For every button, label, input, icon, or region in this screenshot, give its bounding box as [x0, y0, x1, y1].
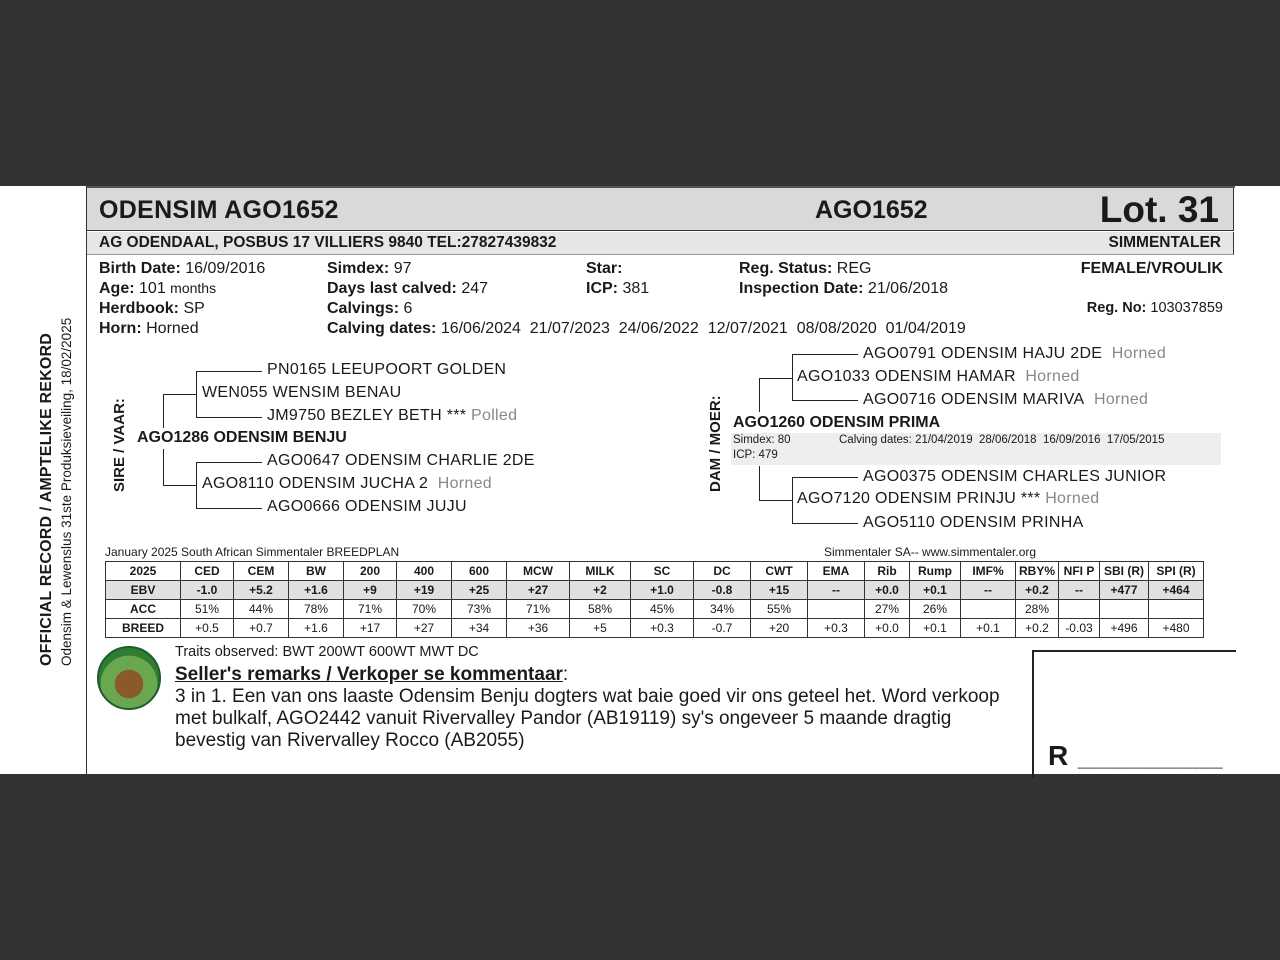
breedplan-cell: --	[1059, 581, 1100, 600]
breedplan-cell: +1.6	[289, 581, 344, 600]
remarks-line-1: 3 in 1. Een van ons laaste Odensim Benju dogters wat baie goed vir ons geteel het. Word verkoop	[175, 686, 1000, 707]
dam-icp: ICP: 479	[733, 449, 778, 461]
breedplan-cell: +19	[397, 581, 452, 600]
breedplan-cell	[961, 600, 1016, 619]
sire-dam-sire-name: AGO0647 ODENSIM CHARLIE 2DE	[267, 452, 535, 469]
horn-value: Horned	[146, 320, 199, 337]
breedplan-header-cell: SC	[631, 562, 694, 581]
sire-dam-horn: Horned	[437, 475, 493, 492]
breedplan-row-label: EBV	[106, 581, 181, 600]
breedplan-cell: +0.5	[181, 619, 234, 638]
owner-details: AG ODENDAAL, POSBUS 17 VILLIERS 9840 TEL:27827439832	[99, 234, 557, 251]
calving-dates-row: Calving dates: 16/06/2024 21/07/2023 24/06/2022 12/07/2021 08/08/2020 01/04/2019	[327, 320, 966, 337]
breedplan-cell: 58%	[570, 600, 631, 619]
breedplan-cell: 55%	[751, 600, 808, 619]
dam-name: AGO1260 ODENSIM PRIMA	[733, 414, 941, 431]
breedplan-cell: +0.0	[865, 581, 910, 600]
breedplan-cell: -0.7	[694, 619, 751, 638]
icp-row: ICP: 381	[586, 280, 650, 297]
lot-card-page	[0, 186, 1280, 774]
sire-sire-name: WEN055 WENSIM BENAU	[202, 384, 402, 401]
breedplan-header-cell: NFI P	[1059, 562, 1100, 581]
breedplan-header-cell: CEM	[234, 562, 289, 581]
breedplan-row-ebv	[106, 581, 1204, 600]
sire-sire-dam-name: JM9750 BEZLEY BETH ***	[267, 407, 467, 424]
sire-bracket-top	[163, 394, 197, 395]
icp-value: 381	[622, 280, 650, 297]
herdbook-row: Herdbook: SP	[99, 300, 205, 317]
breedplan-header-cell: 2025	[106, 562, 181, 581]
breedplan-caption: January 2025 South African Simmentaler BREEDPLAN	[105, 545, 400, 559]
inspection-date-row: Inspection Date: 21/06/2018	[739, 280, 948, 297]
simmentaler-logo	[97, 646, 161, 710]
breedplan-cell: +0.1	[961, 619, 1016, 638]
calvings-row: Calvings: 6	[327, 300, 413, 317]
breedplan-cell: -0.8	[694, 581, 751, 600]
breedplan-cell: +0.3	[808, 619, 865, 638]
dam-bracket-upper	[759, 378, 760, 412]
breedplan-header-row	[106, 562, 1204, 581]
breedplan-cell: +477	[1100, 581, 1149, 600]
birth-date: 16/09/2016	[185, 260, 266, 277]
breedplan-cell: -0.03	[1059, 619, 1100, 638]
breedplan-header-cell: 400	[397, 562, 452, 581]
breedplan-cell: +0.1	[910, 619, 961, 638]
sire-sire-dam-row	[267, 407, 517, 425]
breedplan-row-label: BREED	[106, 619, 181, 638]
age-row: Age: 101 months	[99, 280, 217, 297]
animal-code: AGO1652	[815, 196, 928, 224]
simdex-value: 97	[393, 260, 412, 277]
dam-sire-sire-name: AGO0791 ODENSIM HAJU 2DE	[863, 345, 1103, 362]
dam-sire-sire-row	[863, 345, 1166, 363]
breedplan-cell: --	[808, 581, 865, 600]
price-box[interactable]	[1032, 650, 1236, 778]
breedplan-cell: +480	[1149, 619, 1204, 638]
breedplan-cell: +0.2	[1016, 581, 1059, 600]
dam-sire-dam-horn: Horned	[1093, 391, 1149, 408]
dam-sire-bracket	[792, 354, 793, 400]
breedplan-cell: +1.6	[289, 619, 344, 638]
remarks-title-row: Seller's remarks / Verkoper se kommentaar:	[175, 664, 569, 685]
breedplan-cell: +496	[1100, 619, 1149, 638]
dam-info-box	[731, 433, 1221, 465]
dam-bracket-lower	[759, 466, 760, 500]
sire-bracket-upper	[163, 394, 164, 428]
breedplan-header-cell: EMA	[808, 562, 865, 581]
sire-name: AGO1286 ODENSIM BENJU	[137, 429, 347, 446]
star-row: Star:	[586, 260, 623, 277]
dam-sire-horn: Horned	[1025, 368, 1080, 385]
breedplan-cell: +0.1	[910, 581, 961, 600]
breedplan-cell: +0.3	[631, 619, 694, 638]
breedplan-cell	[1100, 600, 1149, 619]
owner-bar	[87, 232, 1234, 255]
reg-status-value: REG	[836, 260, 872, 277]
breedplan-cell: 27%	[865, 600, 910, 619]
breedplan-cell: +9	[344, 581, 397, 600]
breedplan-header-cell: SPI (R)	[1149, 562, 1204, 581]
breedplan-cell: 44%	[234, 600, 289, 619]
calving-dates-value: 16/06/2024 21/07/2023 24/06/2022 12/07/2021 08/08/2020 01/04/2019	[440, 320, 966, 337]
inspection-date-value: 21/06/2018	[867, 280, 948, 297]
days-last-calved-value: 247	[461, 280, 489, 297]
days-last-calved-row: Days last calved: 247	[327, 280, 489, 297]
breedplan-cell: +20	[751, 619, 808, 638]
breedplan-header-cell: CWT	[751, 562, 808, 581]
sire-sire-dam-horn: Polled	[471, 407, 518, 424]
breedplan-cell	[808, 600, 865, 619]
breedplan-header-cell: 600	[452, 562, 507, 581]
breedplan-header-cell: CED	[181, 562, 234, 581]
breedplan-cell	[1059, 600, 1100, 619]
breedplan-cell: +464	[1149, 581, 1204, 600]
reg-status-row: Reg. Status: REG	[739, 260, 872, 277]
card-header	[87, 188, 1234, 231]
dam-sire-dam-row	[863, 391, 1148, 409]
sire-label: SIRE / VAAR:	[111, 398, 128, 492]
breedplan-cell: +27	[397, 619, 452, 638]
breedplan-cell: +0.2	[1016, 619, 1059, 638]
sire-dam-bracket	[196, 462, 197, 508]
breedplan-cell: +1.0	[631, 581, 694, 600]
breedplan-cell: 26%	[910, 600, 961, 619]
breedplan-cell: +5.2	[234, 581, 289, 600]
dam-sire-name: AGO1033 ODENSIM HAMAR	[797, 368, 1016, 385]
breedplan-cell: 70%	[397, 600, 452, 619]
simdex-row: Simdex: 97	[327, 260, 412, 277]
breedplan-cell: 34%	[694, 600, 751, 619]
dam-dam-sire-name: AGO0375 ODENSIM CHARLES JUNIOR	[863, 468, 1167, 485]
sex-label: FEMALE/VROULIK	[1080, 260, 1223, 277]
birth-date-row: Birth Date: 16/09/2016	[99, 260, 266, 277]
reg-no-value: 103037859	[1150, 300, 1223, 316]
breedplan-cell: 78%	[289, 600, 344, 619]
sire-dam-name: AGO8110 ODENSIM JUCHA 2	[202, 475, 429, 492]
breedplan-cell: +27	[507, 581, 570, 600]
sire-dam-dam-name: AGO0666 ODENSIM JUJU	[267, 498, 467, 515]
breedplan-cell: +36	[507, 619, 570, 638]
breedplan-cell: +17	[344, 619, 397, 638]
breedplan-cell: 28%	[1016, 600, 1059, 619]
reg-no-row: Reg. No: 103037859	[1086, 300, 1223, 316]
dam-simdex: Simdex: 80	[733, 434, 791, 446]
dam-calving-dates: Calving dates: 21/04/2019 28/06/2018 16/09/2016 17/05/2015	[839, 434, 1165, 446]
breedplan-row-acc	[106, 600, 1204, 619]
dam-dam-name: AGO7120 ODENSIM PRINJU ***	[797, 490, 1041, 507]
breedplan-cell: 71%	[507, 600, 570, 619]
horn-row: Horn: Horned	[99, 320, 199, 337]
official-record-label: OFFICIAL RECORD / AMPTELIKE REKORD	[38, 332, 55, 666]
breedplan-header-cell: IMF%	[961, 562, 1016, 581]
price-blank-line[interactable]: ___________________	[1078, 754, 1223, 769]
breedplan-cell: +5	[570, 619, 631, 638]
lot-number: Lot. 31	[1099, 189, 1219, 230]
breedplan-header-cell: MCW	[507, 562, 570, 581]
breedplan-row-label: ACC	[106, 600, 181, 619]
breedplan-header-cell: 200	[344, 562, 397, 581]
breedplan-cell	[1149, 600, 1204, 619]
breedplan-header-cell: DC	[694, 562, 751, 581]
sire-dam-row	[202, 475, 492, 493]
breedplan-header-cell: MILK	[570, 562, 631, 581]
breedplan-header-cell: Rump	[910, 562, 961, 581]
herdbook-value: SP	[183, 300, 205, 317]
breedplan-cell: -1.0	[181, 581, 234, 600]
breedplan-cell: --	[961, 581, 1016, 600]
age-unit: months	[170, 280, 217, 296]
lot-card	[86, 186, 1235, 776]
dam-sire-sire-horn: Horned	[1111, 345, 1167, 362]
sire-sire-bracket	[196, 371, 197, 417]
breedplan-header-cell: RBY%	[1016, 562, 1059, 581]
side-caption	[38, 246, 74, 666]
calvings-value: 6	[403, 300, 413, 317]
dam-sire-dam-name: AGO0716 ODENSIM MARIVA	[863, 391, 1085, 408]
breedplan-cell: 73%	[452, 600, 507, 619]
breedplan-website: Simmentaler SA-- www.simmentaler.org	[824, 545, 1037, 559]
breedplan-cell: 51%	[181, 600, 234, 619]
remarks-title: Seller's remarks / Verkoper se kommentaar	[175, 664, 563, 685]
price-currency: R	[1048, 740, 1069, 771]
dam-dam-bracket	[792, 477, 793, 523]
dam-dam-row	[797, 490, 1099, 508]
sire-bracket-bottom	[163, 485, 197, 486]
remarks-line-3: bevestig van Rivervalley Rocco (AB2055)	[175, 730, 525, 751]
traits-observed: Traits observed: BWT 200WT 600WT MWT DC	[175, 644, 479, 660]
breedplan-cell: 71%	[344, 600, 397, 619]
breedplan-cell: 45%	[631, 600, 694, 619]
breedplan-cell: +25	[452, 581, 507, 600]
sire-bracket-lower	[163, 449, 164, 485]
breedplan-cell: +0.7	[234, 619, 289, 638]
breedplan-header-cell: Rib	[865, 562, 910, 581]
auction-caption: Odensim & Lewenslus 31ste Produksieveiling, 18/02/2025	[59, 317, 74, 666]
dam-dam-dam-name: AGO5110 ODENSIM PRINHA	[863, 514, 1084, 531]
breedplan-header-cell: BW	[289, 562, 344, 581]
breedplan-header-cell: SBI (R)	[1100, 562, 1149, 581]
dam-sire-row	[797, 368, 1080, 386]
animal-name: ODENSIM AGO1652	[99, 196, 339, 224]
breedplan-cell: +0.0	[865, 619, 910, 638]
breedplan-table	[105, 561, 1204, 638]
remarks-line-2: met bulkalf, AGO2442 vanuit Rivervalley Pandor (AB19119) sy's ongeveer 5 maande dragtig	[175, 708, 952, 729]
dam-label: DAM / MOER:	[707, 395, 724, 492]
sire-sire-sire-name: PN0165 LEEUPOORT GOLDEN	[267, 361, 507, 378]
breedplan-cell: +34	[452, 619, 507, 638]
age-value: 101	[139, 280, 166, 297]
breedplan-cell: +15	[751, 581, 808, 600]
breedplan-cell: +2	[570, 581, 631, 600]
breed-name: SIMMENTALER	[1108, 234, 1221, 251]
breedplan-row-breed	[106, 619, 1204, 638]
dam-dam-horn: Horned	[1045, 490, 1100, 507]
